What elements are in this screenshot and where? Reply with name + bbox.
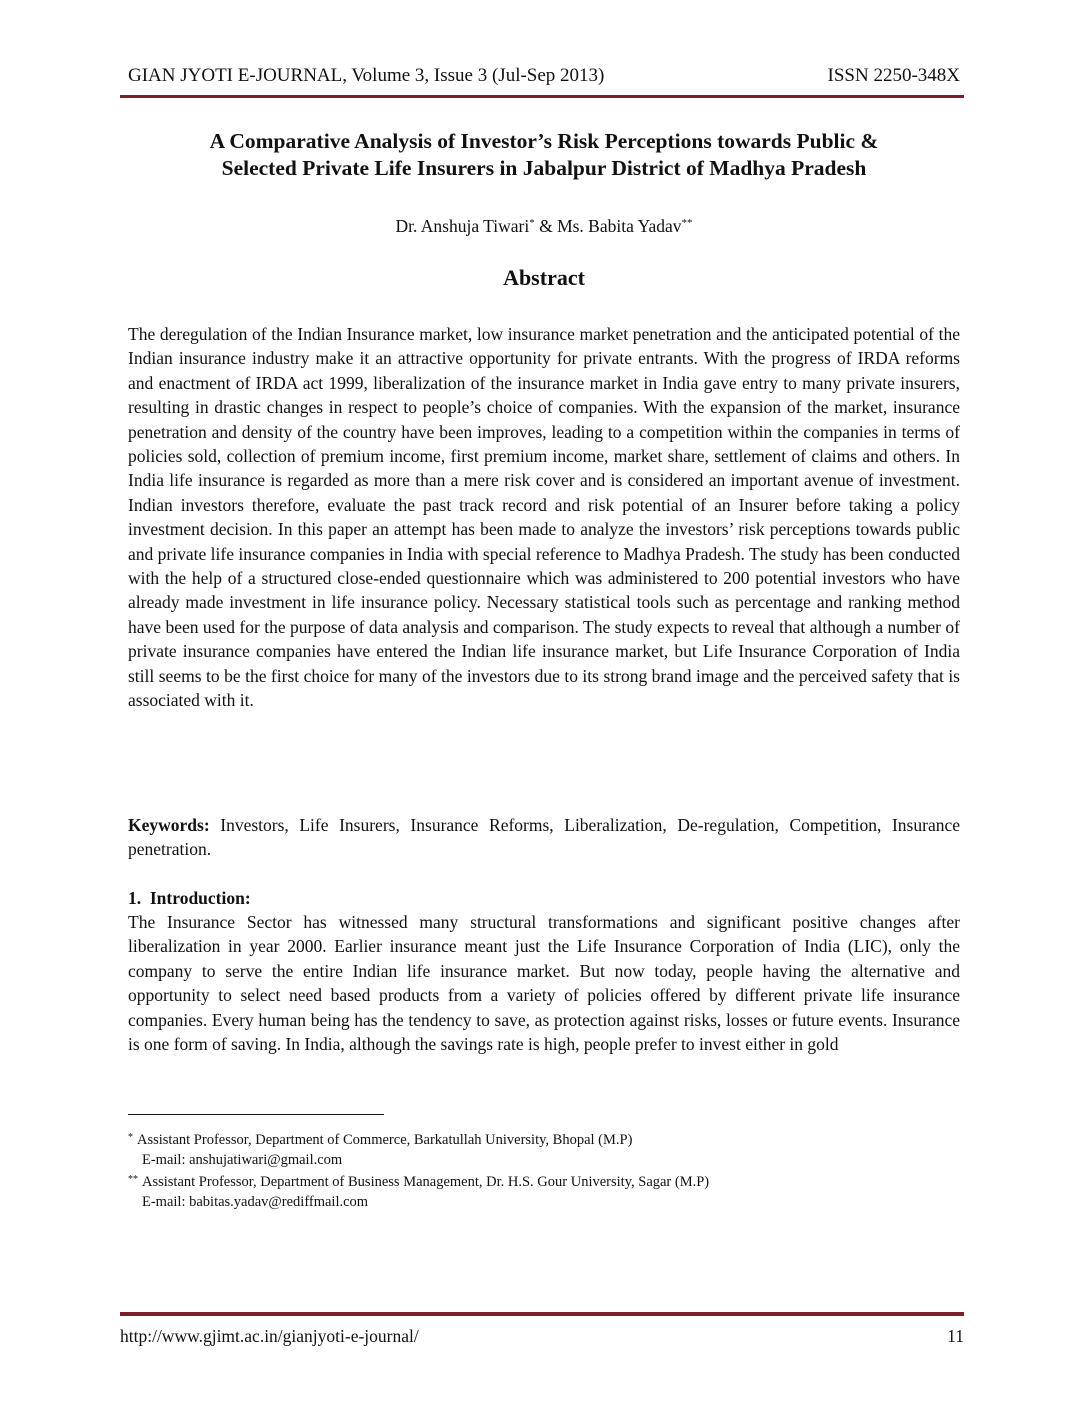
paper-title	[128, 128, 960, 182]
footnote-2-email: E-mail: babitas.yadav@rediffmail.com	[142, 1193, 369, 1210]
footnotes	[128, 1128, 960, 1212]
footnote-2-affiliation: Assistant Professor, Department of Business Management, Dr. H.S. Gour University, Sagar (M.P)	[142, 1174, 710, 1190]
page-number: 11	[947, 1326, 964, 1346]
author-2-name: Ms. Babita Yadav	[557, 216, 682, 236]
author-1-name: Dr. Anshuja Tiwari	[395, 216, 530, 236]
introduction-heading: 1. Introduction:	[128, 888, 251, 908]
author-2-footnote-mark: **	[681, 217, 693, 229]
issn-number: ISSN 2250-348X	[827, 65, 960, 86]
abstract-paragraph: The deregulation of the Indian Insurance market, low insurance market penetration and the anticipated potential of the Indian insurance industry make it an attractive opportunity for private entrants. With the progress of IRDA reforms and enactment of IRDA act 1999, liberalization of the insurance market in India gave entry to many private insurers, resulting in drastic changes in respect to people’s choice of companies. With the expansion of the market, insurance penetration and density of the country have been improves, leading to a competition within the companies in terms of policies sold, collection of premium income, first premium income, market share, settlement of claims and others. In India life insurance is regarded as more than a mere risk cover and is considered an important avenue of investment. Indian investors therefore, evaluate the past track record and risk potential of an Insurer before taking a policy investment decision. In this paper an attempt has been made to analyze the investors’ risk perceptions towards public and private life insurance companies in India with special reference to Madhya Pradesh. The study has been conducted with the help of a structured close-ended questionnaire which was administered to 200 potential investors who have already made investment in life insurance policy. Necessary statistical tools such as percentage and ranking method have been used for the purpose of data analysis and comparison. The study expects to reveal that although a number of private insurance companies have entered the Indian life insurance market, but Life Insurance Corporation of India still seems to be the first choice for many of the investors due to its strong brand image and the perceived safety that is associated with it.	[128, 324, 960, 711]
keywords-list: Investors, Life Insurers, Insurance Reforms, Liberalization, De-regulation, Competition, Insurance penetration.	[128, 815, 960, 860]
keywords-label: Keywords:	[128, 815, 210, 835]
keywords-paragraph	[128, 813, 960, 862]
header-rule	[120, 95, 964, 98]
footnote-2-mark: **	[128, 1174, 138, 1185]
abstract-heading: Abstract	[503, 265, 585, 290]
footnote-separator	[128, 1114, 384, 1115]
journal-url[interactable]: http://www.gjimt.ac.in/gianjyoti-e-journal/	[120, 1326, 419, 1346]
introduction-paragraph: The Insurance Sector has witnessed many structural transformations and significant positive changes after liberalization in year 2000. Earlier insurance meant just the Life Insurance Corporation of India (LIC), only the company to serve the entire Indian life insurance market. But now today, people having the alternative and opportunity to select need based products from a variety of policies offered by different private life insurance companies. Every human being has the tendency to save, as protection against risks, losses or future events. Insurance is one form of saving. In India, although the savings rate is high, people prefer to invest either in gold	[128, 912, 960, 1055]
author-line	[128, 212, 960, 237]
footer-rule	[120, 1312, 964, 1316]
footnote-1-affiliation: Assistant Professor, Department of Commerce, Barkatullah University, Bhopal (M.P)	[137, 1132, 633, 1148]
footnote-2	[128, 1170, 960, 1193]
footnote-1-mark: *	[128, 1132, 133, 1143]
title-line-2: Selected Private Life Insurers in Jabalpur District of Madhya Pradesh	[221, 156, 867, 180]
running-header	[128, 64, 960, 88]
author-separator: &	[534, 216, 558, 236]
footnote-1	[128, 1128, 960, 1151]
running-footer	[120, 1325, 964, 1347]
author-1-footnote-mark: *	[529, 217, 535, 229]
title-line-1: A Comparative Analysis of Investor’s Risk Perceptions towards Public &	[209, 129, 879, 153]
journal-citation: GIAN JYOTI E-JOURNAL, Volume 3, Issue 3 (Jul-Sep 2013)	[128, 65, 605, 86]
footnote-1-email: E-mail: anshujatiwari@gmail.com	[142, 1151, 343, 1168]
